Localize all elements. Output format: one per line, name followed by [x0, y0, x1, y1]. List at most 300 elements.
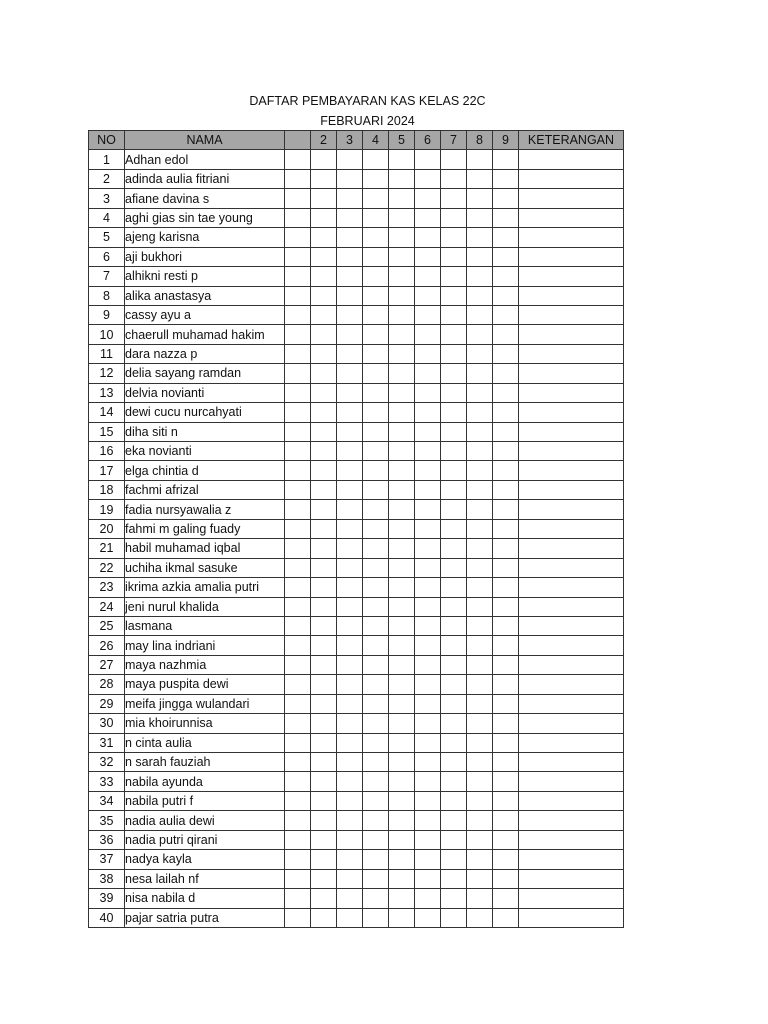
payment-cell-week-5	[389, 364, 415, 383]
payment-cell-week-8	[467, 305, 493, 324]
payment-cell-week-7	[441, 636, 467, 655]
payment-cell-week-4	[363, 150, 389, 169]
header-week-3: 3	[337, 131, 363, 150]
keterangan-cell	[519, 286, 624, 305]
payment-cell-week-2	[311, 772, 337, 791]
payment-cell-week-8	[467, 403, 493, 422]
payment-cell-week-5	[389, 733, 415, 752]
payment-cell-week-7	[441, 558, 467, 577]
payment-cell-week-5	[389, 694, 415, 713]
row-number: 16	[89, 442, 125, 461]
keterangan-cell	[519, 675, 624, 694]
payment-cell-week-4	[363, 811, 389, 830]
payment-cell-week-3	[337, 208, 363, 227]
payment-cell-week-4	[363, 305, 389, 324]
payment-cell-week-5	[389, 791, 415, 810]
document-title: DAFTAR PEMBAYARAN KAS KELAS 22C	[249, 94, 486, 108]
payment-cell-week-4	[363, 325, 389, 344]
row-number: 26	[89, 636, 125, 655]
payment-cell-week-9	[493, 733, 519, 752]
table-row	[89, 636, 624, 655]
payment-cell-week-5	[389, 325, 415, 344]
payment-cell-week-2	[311, 714, 337, 733]
payment-cell-week-2	[311, 889, 337, 908]
payment-cell-week-3	[337, 189, 363, 208]
table-row	[89, 403, 624, 422]
table-row	[89, 558, 624, 577]
payment-cell-week-5	[389, 830, 415, 849]
payment-cell-week-5	[389, 461, 415, 480]
payment-cell-week-4	[363, 208, 389, 227]
table-row	[89, 383, 624, 402]
payment-cell-week-8	[467, 830, 493, 849]
table-row	[89, 267, 624, 286]
payment-cell-week-2	[311, 733, 337, 752]
payment-cell-week-8	[467, 383, 493, 402]
student-name: aghi gias sin tae young	[125, 208, 285, 227]
payment-cell-week-1	[285, 889, 311, 908]
payment-cell-week-1	[285, 461, 311, 480]
payment-cell-week-3	[337, 150, 363, 169]
payment-cell-week-7	[441, 850, 467, 869]
keterangan-cell	[519, 305, 624, 324]
payment-cell-week-3	[337, 480, 363, 499]
keterangan-cell	[519, 480, 624, 499]
payment-cell-week-8	[467, 558, 493, 577]
row-number: 29	[89, 694, 125, 713]
payment-cell-week-8	[467, 772, 493, 791]
payment-cell-week-4	[363, 616, 389, 635]
payment-cell-week-3	[337, 305, 363, 324]
payment-cell-week-3	[337, 597, 363, 616]
payment-cell-week-1	[285, 442, 311, 461]
payment-cell-week-2	[311, 150, 337, 169]
payment-cell-week-5	[389, 403, 415, 422]
keterangan-cell	[519, 189, 624, 208]
table-row	[89, 850, 624, 869]
payment-cell-week-3	[337, 675, 363, 694]
payment-cell-week-5	[389, 753, 415, 772]
keterangan-cell	[519, 267, 624, 286]
row-number: 27	[89, 655, 125, 674]
row-number: 32	[89, 753, 125, 772]
payment-cell-week-3	[337, 791, 363, 810]
payment-cell-week-4	[363, 675, 389, 694]
payment-cell-week-4	[363, 908, 389, 927]
table-row	[89, 500, 624, 519]
payment-cell-week-8	[467, 189, 493, 208]
payment-cell-week-9	[493, 558, 519, 577]
payment-cell-week-5	[389, 539, 415, 558]
row-number: 30	[89, 714, 125, 733]
table-header-row	[89, 131, 624, 150]
student-name: mia khoirunnisa	[125, 714, 285, 733]
row-number: 21	[89, 539, 125, 558]
payment-cell-week-1	[285, 850, 311, 869]
header-week-2: 2	[311, 131, 337, 150]
payment-cell-week-9	[493, 422, 519, 441]
payment-cell-week-4	[363, 869, 389, 888]
student-name: nabila ayunda	[125, 772, 285, 791]
keterangan-cell	[519, 714, 624, 733]
payment-cell-week-6	[415, 694, 441, 713]
payment-cell-week-7	[441, 869, 467, 888]
header-week-6: 6	[415, 131, 441, 150]
payment-cell-week-5	[389, 578, 415, 597]
student-name: nabila putri f	[125, 791, 285, 810]
payment-cell-week-4	[363, 344, 389, 363]
payment-cell-week-6	[415, 597, 441, 616]
payment-cell-week-9	[493, 461, 519, 480]
payment-cell-week-6	[415, 675, 441, 694]
payment-cell-week-7	[441, 597, 467, 616]
payment-cell-week-2	[311, 305, 337, 324]
header-week-4: 4	[363, 131, 389, 150]
payment-cell-week-2	[311, 267, 337, 286]
student-name: alhikni resti p	[125, 267, 285, 286]
payment-cell-week-8	[467, 811, 493, 830]
student-name: pajar satria putra	[125, 908, 285, 927]
payment-cell-week-9	[493, 383, 519, 402]
payment-cell-week-4	[363, 539, 389, 558]
payment-cell-week-1	[285, 422, 311, 441]
payment-cell-week-2	[311, 539, 337, 558]
payment-cell-week-3	[337, 869, 363, 888]
keterangan-cell	[519, 616, 624, 635]
row-number: 39	[89, 889, 125, 908]
payment-cell-week-1	[285, 733, 311, 752]
payment-cell-week-7	[441, 422, 467, 441]
payment-cell-week-7	[441, 228, 467, 247]
payment-cell-week-2	[311, 480, 337, 499]
payment-cell-week-3	[337, 247, 363, 266]
row-number: 24	[89, 597, 125, 616]
keterangan-cell	[519, 150, 624, 169]
payment-cell-week-6	[415, 869, 441, 888]
payment-cell-week-8	[467, 655, 493, 674]
student-name: ikrima azkia amalia putri	[125, 578, 285, 597]
payment-cell-week-9	[493, 208, 519, 227]
payment-cell-week-1	[285, 305, 311, 324]
payment-cell-week-1	[285, 500, 311, 519]
payment-cell-week-6	[415, 558, 441, 577]
payment-cell-week-5	[389, 480, 415, 499]
payment-cell-week-1	[285, 578, 311, 597]
payment-cell-week-6	[415, 519, 441, 538]
payment-cell-week-9	[493, 403, 519, 422]
keterangan-cell	[519, 442, 624, 461]
payment-cell-week-1	[285, 325, 311, 344]
student-name: afiane davina s	[125, 189, 285, 208]
payment-cell-week-8	[467, 325, 493, 344]
payment-cell-week-8	[467, 208, 493, 227]
table-row	[89, 228, 624, 247]
payment-cell-week-5	[389, 636, 415, 655]
row-number: 35	[89, 811, 125, 830]
keterangan-cell	[519, 344, 624, 363]
row-number: 17	[89, 461, 125, 480]
payment-cell-week-3	[337, 383, 363, 402]
payment-cell-week-5	[389, 344, 415, 363]
payment-cell-week-5	[389, 383, 415, 402]
payment-cell-week-4	[363, 267, 389, 286]
keterangan-cell	[519, 753, 624, 772]
table-row	[89, 364, 624, 383]
payment-cell-week-6	[415, 889, 441, 908]
payment-cell-week-6	[415, 267, 441, 286]
payment-cell-week-6	[415, 305, 441, 324]
payment-cell-week-1	[285, 811, 311, 830]
payment-cell-week-5	[389, 208, 415, 227]
row-number: 31	[89, 733, 125, 752]
payment-cell-week-4	[363, 286, 389, 305]
keterangan-cell	[519, 694, 624, 713]
payment-cell-week-9	[493, 675, 519, 694]
keterangan-cell	[519, 811, 624, 830]
payment-cell-week-5	[389, 655, 415, 674]
student-name: uchiha ikmal sasuke	[125, 558, 285, 577]
keterangan-cell	[519, 383, 624, 402]
payment-cell-week-2	[311, 616, 337, 635]
student-name: fahmi m galing fuady	[125, 519, 285, 538]
payment-cell-week-1	[285, 558, 311, 577]
payment-cell-week-6	[415, 811, 441, 830]
payment-cell-week-6	[415, 461, 441, 480]
student-name: habil muhamad iqbal	[125, 539, 285, 558]
payment-cell-week-7	[441, 675, 467, 694]
keterangan-cell	[519, 791, 624, 810]
payment-cell-week-7	[441, 364, 467, 383]
student-name: fadia nursyawalia z	[125, 500, 285, 519]
payment-cell-week-5	[389, 597, 415, 616]
payment-cell-week-7	[441, 208, 467, 227]
payment-cell-week-4	[363, 791, 389, 810]
payment-cell-week-8	[467, 228, 493, 247]
header-week-7: 7	[441, 131, 467, 150]
payment-cell-week-2	[311, 811, 337, 830]
payment-cell-week-7	[441, 169, 467, 188]
payment-cell-week-9	[493, 169, 519, 188]
payment-cell-week-1	[285, 344, 311, 363]
payment-cell-week-9	[493, 578, 519, 597]
payment-cell-week-1	[285, 247, 311, 266]
keterangan-cell	[519, 733, 624, 752]
payment-cell-week-4	[363, 461, 389, 480]
table-row	[89, 791, 624, 810]
payment-cell-week-2	[311, 403, 337, 422]
table-row	[89, 189, 624, 208]
payment-cell-week-3	[337, 500, 363, 519]
table-row	[89, 869, 624, 888]
row-number: 22	[89, 558, 125, 577]
payment-cell-week-6	[415, 636, 441, 655]
payment-cell-week-8	[467, 267, 493, 286]
row-number: 20	[89, 519, 125, 538]
payment-cell-week-4	[363, 169, 389, 188]
payment-cell-week-8	[467, 908, 493, 927]
payment-cell-week-7	[441, 791, 467, 810]
payment-cell-week-7	[441, 344, 467, 363]
payment-cell-week-2	[311, 558, 337, 577]
payment-cell-week-2	[311, 500, 337, 519]
row-number: 40	[89, 908, 125, 927]
payment-cell-week-7	[441, 247, 467, 266]
payment-cell-week-3	[337, 616, 363, 635]
payment-cell-week-5	[389, 228, 415, 247]
payment-cell-week-1	[285, 539, 311, 558]
payment-cell-week-1	[285, 791, 311, 810]
student-name: n cinta aulia	[125, 733, 285, 752]
payment-cell-week-4	[363, 519, 389, 538]
table-row	[89, 889, 624, 908]
payment-cell-week-8	[467, 150, 493, 169]
payment-cell-week-9	[493, 286, 519, 305]
payment-cell-week-6	[415, 850, 441, 869]
payment-cell-week-8	[467, 461, 493, 480]
payment-cell-week-1	[285, 830, 311, 849]
payment-cell-week-9	[493, 189, 519, 208]
payment-cell-week-1	[285, 480, 311, 499]
payment-cell-week-8	[467, 344, 493, 363]
row-number: 33	[89, 772, 125, 791]
keterangan-cell	[519, 830, 624, 849]
student-name: maya nazhmia	[125, 655, 285, 674]
payment-cell-week-7	[441, 305, 467, 324]
payment-cell-week-9	[493, 791, 519, 810]
row-number: 1	[89, 150, 125, 169]
payment-cell-week-5	[389, 267, 415, 286]
payment-cell-week-4	[363, 772, 389, 791]
payment-cell-week-1	[285, 364, 311, 383]
student-name: elga chintia d	[125, 461, 285, 480]
row-number: 6	[89, 247, 125, 266]
payment-cell-week-2	[311, 228, 337, 247]
payment-cell-week-6	[415, 753, 441, 772]
payment-cell-week-8	[467, 578, 493, 597]
table-row	[89, 325, 624, 344]
payment-cell-week-3	[337, 286, 363, 305]
table-row	[89, 753, 624, 772]
keterangan-cell	[519, 597, 624, 616]
payment-cell-week-8	[467, 286, 493, 305]
payment-cell-week-2	[311, 597, 337, 616]
payment-cell-week-9	[493, 869, 519, 888]
header-no: NO	[89, 131, 125, 150]
table-row	[89, 616, 624, 635]
payment-cell-week-4	[363, 247, 389, 266]
payment-cell-week-5	[389, 169, 415, 188]
row-number: 37	[89, 850, 125, 869]
payment-cell-week-9	[493, 442, 519, 461]
payment-cell-week-8	[467, 247, 493, 266]
payment-cell-week-6	[415, 655, 441, 674]
payment-cell-week-7	[441, 383, 467, 402]
payment-cell-week-2	[311, 325, 337, 344]
keterangan-cell	[519, 655, 624, 674]
payment-cell-week-4	[363, 830, 389, 849]
payment-cell-week-9	[493, 850, 519, 869]
payment-cell-week-9	[493, 228, 519, 247]
payment-cell-week-9	[493, 539, 519, 558]
payment-cell-week-8	[467, 850, 493, 869]
student-name: meifa jingga wulandari	[125, 694, 285, 713]
table-row	[89, 772, 624, 791]
row-number: 36	[89, 830, 125, 849]
payment-cell-week-1	[285, 655, 311, 674]
payment-cell-week-7	[441, 908, 467, 927]
payment-cell-week-6	[415, 578, 441, 597]
payment-cell-week-1	[285, 694, 311, 713]
row-number: 10	[89, 325, 125, 344]
row-number: 3	[89, 189, 125, 208]
payment-cell-week-7	[441, 694, 467, 713]
payment-cell-week-1	[285, 383, 311, 402]
payment-cell-week-2	[311, 208, 337, 227]
payment-cell-week-1	[285, 772, 311, 791]
table-row	[89, 714, 624, 733]
student-name: chaerull muhamad hakim	[125, 325, 285, 344]
row-number: 8	[89, 286, 125, 305]
payment-cell-week-6	[415, 286, 441, 305]
payment-cell-week-8	[467, 869, 493, 888]
keterangan-cell	[519, 869, 624, 888]
payment-cell-week-4	[363, 500, 389, 519]
payment-cell-week-6	[415, 422, 441, 441]
table-row	[89, 442, 624, 461]
payment-cell-week-9	[493, 247, 519, 266]
payment-cell-week-8	[467, 500, 493, 519]
payment-cell-week-1	[285, 675, 311, 694]
payment-cell-week-6	[415, 189, 441, 208]
payment-cell-week-2	[311, 247, 337, 266]
header-week-5: 5	[389, 131, 415, 150]
row-number: 25	[89, 616, 125, 635]
payment-cell-week-8	[467, 539, 493, 558]
keterangan-cell	[519, 850, 624, 869]
payment-cell-week-9	[493, 694, 519, 713]
payment-cell-week-1	[285, 228, 311, 247]
payment-cell-week-2	[311, 519, 337, 538]
student-name: cassy ayu a	[125, 305, 285, 324]
payment-cell-week-2	[311, 791, 337, 810]
student-name: jeni nurul khalida	[125, 597, 285, 616]
payment-cell-week-7	[441, 461, 467, 480]
payment-cell-week-9	[493, 305, 519, 324]
row-number: 12	[89, 364, 125, 383]
payment-cell-week-4	[363, 383, 389, 402]
payment-cell-week-5	[389, 519, 415, 538]
payment-cell-week-3	[337, 228, 363, 247]
payment-cell-week-3	[337, 889, 363, 908]
table-row	[89, 150, 624, 169]
payment-cell-week-3	[337, 694, 363, 713]
payment-cell-week-7	[441, 733, 467, 752]
payment-cell-week-4	[363, 422, 389, 441]
payment-cell-week-3	[337, 519, 363, 538]
payment-cell-week-6	[415, 150, 441, 169]
payment-cell-week-8	[467, 714, 493, 733]
payment-cell-week-2	[311, 908, 337, 927]
payment-cell-week-7	[441, 578, 467, 597]
payment-cell-week-7	[441, 403, 467, 422]
payment-cell-week-7	[441, 753, 467, 772]
payment-cell-week-7	[441, 811, 467, 830]
keterangan-cell	[519, 908, 624, 927]
payment-cell-week-2	[311, 578, 337, 597]
payment-cell-week-3	[337, 714, 363, 733]
payment-cell-week-2	[311, 189, 337, 208]
student-name: dewi cucu nurcahyati	[125, 403, 285, 422]
